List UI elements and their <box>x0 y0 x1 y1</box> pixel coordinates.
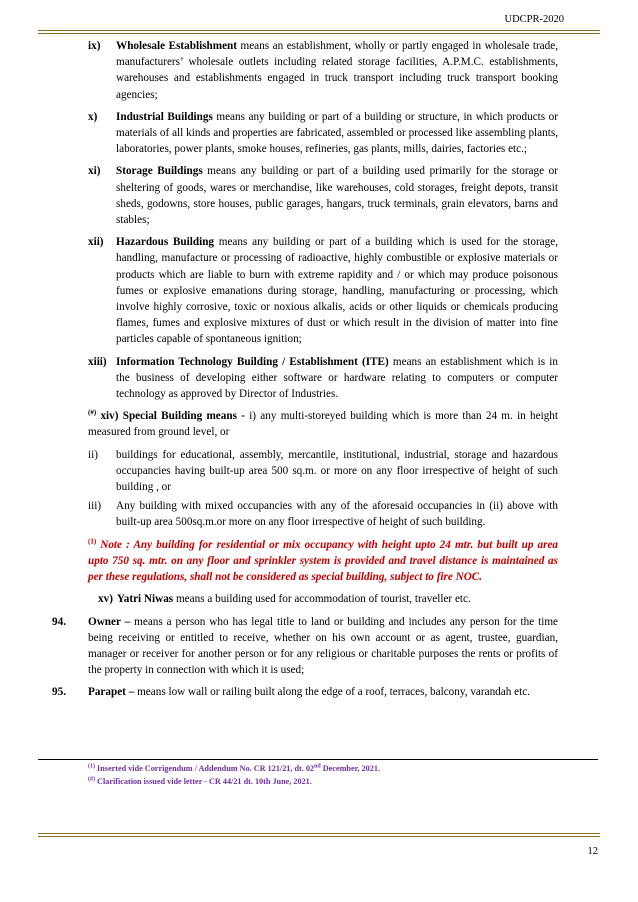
item-label: ix) <box>88 40 101 52</box>
footnote-text: Inserted vide Corrigendum / Addendum No. CR 121/21, dt. 02 <box>95 764 315 773</box>
definition-item <box>52 354 558 403</box>
subitem-label: ii) <box>88 448 98 461</box>
document-code: UDCPR-2020 <box>504 14 564 25</box>
footnote-text-end: December, 2021. <box>320 764 380 773</box>
section-term: Parapet – <box>88 686 135 699</box>
subitem-text: Any building with mixed occupancies with any of the aforesaid occupancies in (ii) above with built-up area 500sq.m.or more on any floor irrespective of height of such building. <box>116 500 558 529</box>
item-term: Hazardous Building <box>116 236 215 249</box>
footer-rule <box>38 833 600 837</box>
item-label: xv) <box>98 593 113 606</box>
item-label: xi) <box>88 165 101 178</box>
special-subitem <box>52 447 558 496</box>
note-text: Note : Any building for residential or mix occupancy with height upto 24 mtr. but built up area upto 750 sq. mtr. on any floor and sprinkler system is provided and travel distance is maintained as per these regulations, shall not be considered as special building, subject to fire NOC. <box>88 538 558 584</box>
item-label: xiv) <box>100 410 119 423</box>
item-text: means an establishment which is in the business of developing either software or hardware relating to computers or computer technology as approved by Director of Industries. <box>116 355 558 401</box>
item-term: Industrial Buildings <box>116 110 213 123</box>
section-term: Owner – <box>88 615 131 628</box>
note-paragraph <box>88 537 558 586</box>
item-term: Storage Buildings <box>116 165 203 178</box>
section-94 <box>52 614 558 679</box>
item-term: Special Building means - <box>122 410 245 423</box>
item-term: Yatri Niwas <box>116 593 174 606</box>
header-rule <box>38 30 600 34</box>
item-label: xii) <box>88 236 104 249</box>
subitem-text: buildings for educational, assembly, mercantile, institutional, industrial, storage and hazardous occupancies having built-up area 500 sq.m. or more on any floor irrespective of height of such building , or <box>116 448 558 494</box>
item-text: means an establishment, wholly or partly engaged in wholesale trade, manufacturers’ wholesale outlets including related storage facilities, A.P.M.C. establishments, warehouses and establishments engaged in truck transport including truck transport booking agencies; <box>116 40 558 101</box>
footnote-marker: (1) <box>88 763 95 770</box>
section-number: 94. <box>52 615 66 628</box>
section-number: 95. <box>52 686 66 699</box>
footnote-rule <box>38 759 598 760</box>
item-text: means any building or part of a building used primarily for the storage or sheltering of goods, wares or merchandise, like warehouses, cold storages, freight depots, transit sheds, godowns, store houses, public garages, hangars, truck terminals, grain elevators, barns and stables; <box>116 165 558 227</box>
section-text: means a person who has legal title to land or building and includes any person for the time being receiving or entitled to receive, whether on his own account or as agent, trustee, guardian, manager or receiver for another person or for any religious or charitable purposes the rents or profits of the property in connection with which it is used; <box>88 615 559 677</box>
item-text: i) any multi-storeyed building which is more than 24 m. in height measured from ground level, or <box>88 410 558 439</box>
item-text: means a building used for accommodation of tourist, traveller etc. <box>173 593 471 606</box>
item-label: xiii) <box>88 355 107 368</box>
item-text: means any building or part of a building or structure, in which products or materials of all kinds and properties are fabricated, assembled or processed like assembling plants, laboratories, power plants, smoke houses, refineries, gas plants, mills, dairies, factories etc.; <box>116 110 558 156</box>
item-text: means any building or part of a building which is used for the storage, handling, manufacture or processing of radioactive, highly combustible or explosive materials or products which are liable to burn with extreme rapidity and / or which may produce poisonous fumes or explosive emanations during storage, handling, manufacturing or processing, which involve highly corrosive, toxic or noxious alkalis, acids or other liquids or chemicals producing flames, fumes and explosive mixtures of dust or which result in the division of matter into fine particles capable of spontaneous ignition; <box>116 236 558 346</box>
definition-item <box>52 234 558 347</box>
note-ref: (1) <box>88 536 97 545</box>
footnote-ref: (#) <box>88 408 97 417</box>
item-label: x) <box>88 110 98 123</box>
content <box>52 38 558 707</box>
definition-item <box>52 38 558 103</box>
footnote-text: Clarification issued vide letter - CR 44/21 dt. 10th June, 2021. <box>95 777 312 786</box>
footnote-marker: (#) <box>88 776 95 783</box>
subitem-label: iii) <box>88 500 102 513</box>
special-subitem <box>52 498 558 530</box>
definition-item <box>52 109 558 158</box>
ordinal-suffix: nd <box>314 763 321 770</box>
special-building-item <box>52 408 558 440</box>
footnote-1 <box>88 762 380 775</box>
section-95 <box>52 684 558 700</box>
footnotes <box>88 762 380 788</box>
item-term: Wholesale Establishment <box>116 40 237 52</box>
page-number: 12 <box>587 846 598 857</box>
item-term: Information Technology Building / Establishment (ITE) <box>116 355 389 368</box>
footnote-2 <box>88 775 380 788</box>
definition-item <box>52 591 558 607</box>
definition-item <box>52 163 558 228</box>
section-text: means low wall or railing built along the edge of a roof, terraces, balcony, varandah etc. <box>134 686 530 699</box>
